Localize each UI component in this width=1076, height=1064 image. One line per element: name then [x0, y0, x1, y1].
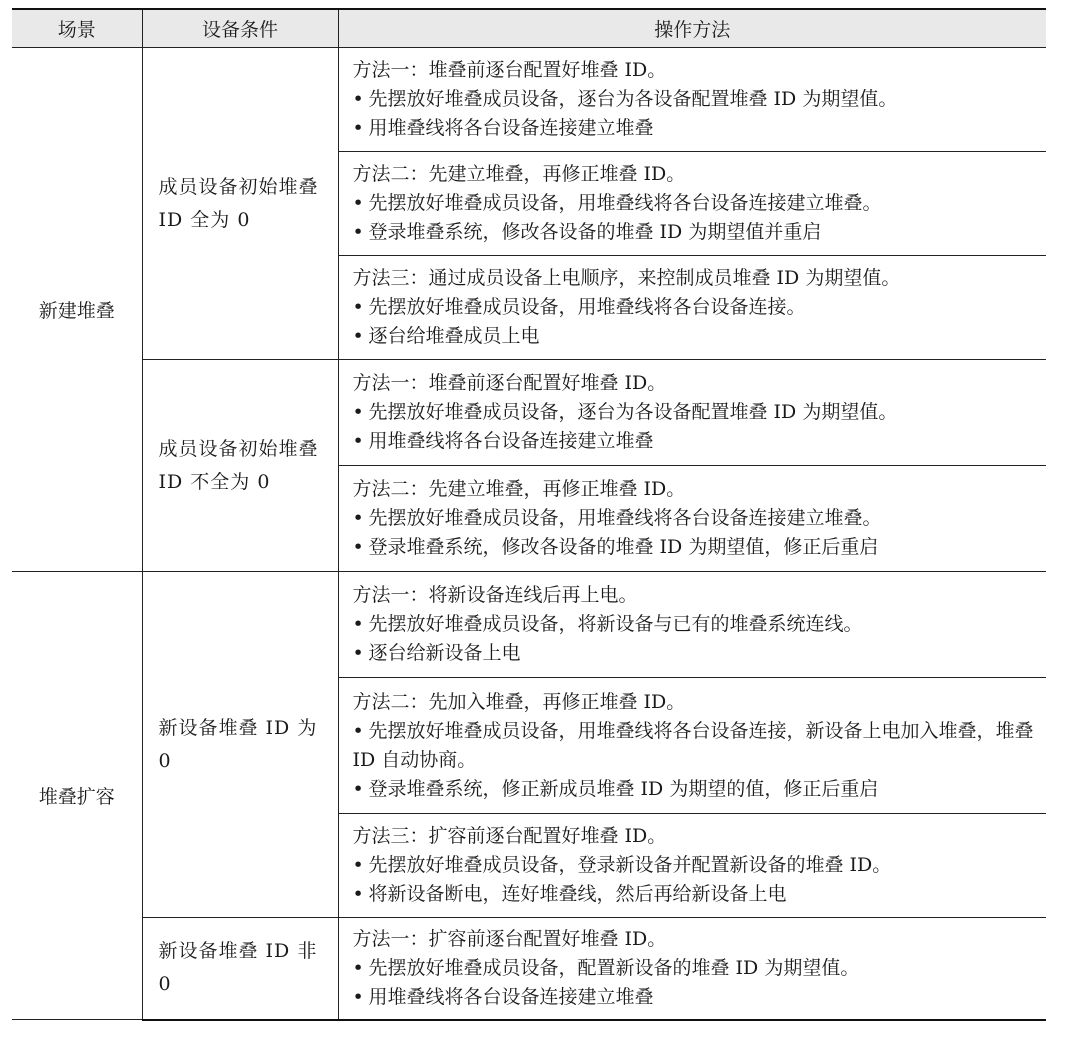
method-bullet: • 先摆放好堆叠成员设备，配置新设备的堆叠 ID 为期望值。 — [353, 954, 1039, 983]
table-row — [12, 572, 1046, 678]
bullet-icon: • — [352, 642, 364, 664]
method-bullet: • 用堆叠线将各台设备连接建立堆叠 — [353, 983, 1039, 1012]
method-bullet: • 先摆放好堆叠成员设备，用堆叠线将各台设备连接。 — [353, 293, 1039, 322]
scene-cell: 新建堆叠 — [12, 48, 142, 572]
method-cell — [338, 360, 1046, 466]
condition-cell: 新设备堆叠 ID 非 0 — [142, 918, 338, 1020]
method-cell — [338, 572, 1046, 678]
method-cell — [338, 256, 1046, 360]
method-bullet: • 将新设备断电，连好堆叠线，然后再给新设备上电 — [353, 880, 1039, 909]
stack-operations-table — [12, 8, 1046, 1021]
method-title: 方法一：将新设备连线后再上电。 — [352, 584, 638, 606]
method-title: 方法二：先加入堆叠，再修正堆叠 ID。 — [352, 690, 686, 713]
method-title: 方法二：先建立堆叠，再修正堆叠 ID。 — [352, 163, 686, 185]
table-row — [12, 918, 1046, 1020]
method-cell — [338, 918, 1046, 1020]
method-bullet: • 先摆放好堆叠成员设备，逐台为各设备配置堆叠 ID 为期望值。 — [353, 85, 1039, 114]
bullet-icon: • — [352, 777, 364, 800]
method-bullet: • 用堆叠线将各台设备连接建立堆叠 — [353, 427, 1039, 456]
condition-cell: 新设备堆叠 ID 为 0 — [142, 572, 338, 918]
method-title: 方法一：堆叠前逐台配置好堆叠 ID。 — [352, 59, 667, 81]
bullet-icon: • — [352, 613, 364, 635]
header-method: 操作方法 — [338, 9, 1046, 48]
bullet-icon: • — [352, 401, 364, 423]
bullet-icon: • — [352, 854, 364, 876]
bullet-icon: • — [352, 430, 364, 452]
bullet-icon: • — [352, 883, 364, 905]
method-bullet: • 先摆放好堆叠成员设备，登录新设备并配置新设备的堆叠 ID。 — [353, 851, 1039, 880]
bullet-icon: • — [352, 719, 364, 742]
method-cell — [338, 466, 1046, 572]
bullet-icon: • — [352, 536, 364, 558]
bullet-icon: • — [352, 507, 364, 529]
method-cell — [338, 152, 1046, 256]
method-bullet: • 先摆放好堆叠成员设备，逐台为各设备配置堆叠 ID 为期望值。 — [353, 398, 1039, 427]
condition-cell: 成员设备初始堆叠 ID 不全为 0 — [142, 360, 338, 572]
method-bullet: • 逐台给新设备上电 — [353, 639, 1039, 668]
bullet-icon: • — [352, 325, 364, 347]
method-title: 方法一：扩容前逐台配置好堆叠 ID。 — [352, 927, 667, 950]
method-title: 方法三：扩容前逐台配置好堆叠 ID。 — [352, 825, 667, 847]
method-title: 方法一：堆叠前逐台配置好堆叠 ID。 — [352, 372, 667, 394]
bullet-icon: • — [352, 192, 364, 214]
method-bullet: • 用堆叠线将各台设备连接建立堆叠 — [353, 114, 1039, 143]
bullet-icon: • — [352, 296, 364, 318]
stack-operations-table-page — [12, 8, 1046, 1021]
method-bullet: • 先摆放好堆叠成员设备，将新设备与已有的堆叠系统连线。 — [353, 610, 1039, 639]
method-title: 方法二：先建立堆叠，再修正堆叠 ID。 — [352, 478, 686, 500]
method-bullet: • 登录堆叠系统，修改各设备的堆叠 ID 为期望值并重启 — [353, 218, 1039, 247]
bullet-icon: • — [352, 88, 364, 110]
bullet-icon: • — [352, 221, 364, 243]
method-bullet: • 登录堆叠系统，修改各设备的堆叠 ID 为期望值，修正后重启 — [353, 533, 1039, 562]
method-bullet: • 逐台给堆叠成员上电 — [353, 322, 1039, 351]
method-bullet: • 先摆放好堆叠成员设备，用堆叠线将各台设备连接建立堆叠。 — [353, 189, 1039, 218]
header-condition: 设备条件 — [142, 9, 338, 48]
scene-cell: 堆叠扩容 — [12, 572, 142, 1020]
condition-cell: 成员设备初始堆叠 ID 全为 0 — [142, 48, 338, 360]
table-row — [12, 48, 1046, 152]
method-bullet: • 登录堆叠系统，修正新成员堆叠 ID 为期望的值，修正后重启 — [353, 775, 1039, 804]
method-bullet: • 先摆放好堆叠成员设备，用堆叠线将各台设备连接建立堆叠。 — [353, 504, 1039, 533]
method-cell — [338, 678, 1046, 814]
bullet-icon: • — [352, 117, 364, 139]
header-row — [12, 9, 1046, 48]
header-scene: 场景 — [12, 9, 142, 48]
method-cell — [338, 814, 1046, 918]
bullet-icon: • — [352, 985, 364, 1008]
method-title: 方法三：通过成员设备上电顺序，来控制成员堆叠 ID 为期望值。 — [352, 267, 901, 289]
bullet-icon: • — [352, 956, 364, 979]
method-bullet: • 先摆放好堆叠成员设备，用堆叠线将各台设备连接，新设备上电加入堆叠，堆叠 ID 自动协商。 — [353, 717, 1039, 775]
table-row — [12, 360, 1046, 466]
method-cell — [338, 48, 1046, 152]
